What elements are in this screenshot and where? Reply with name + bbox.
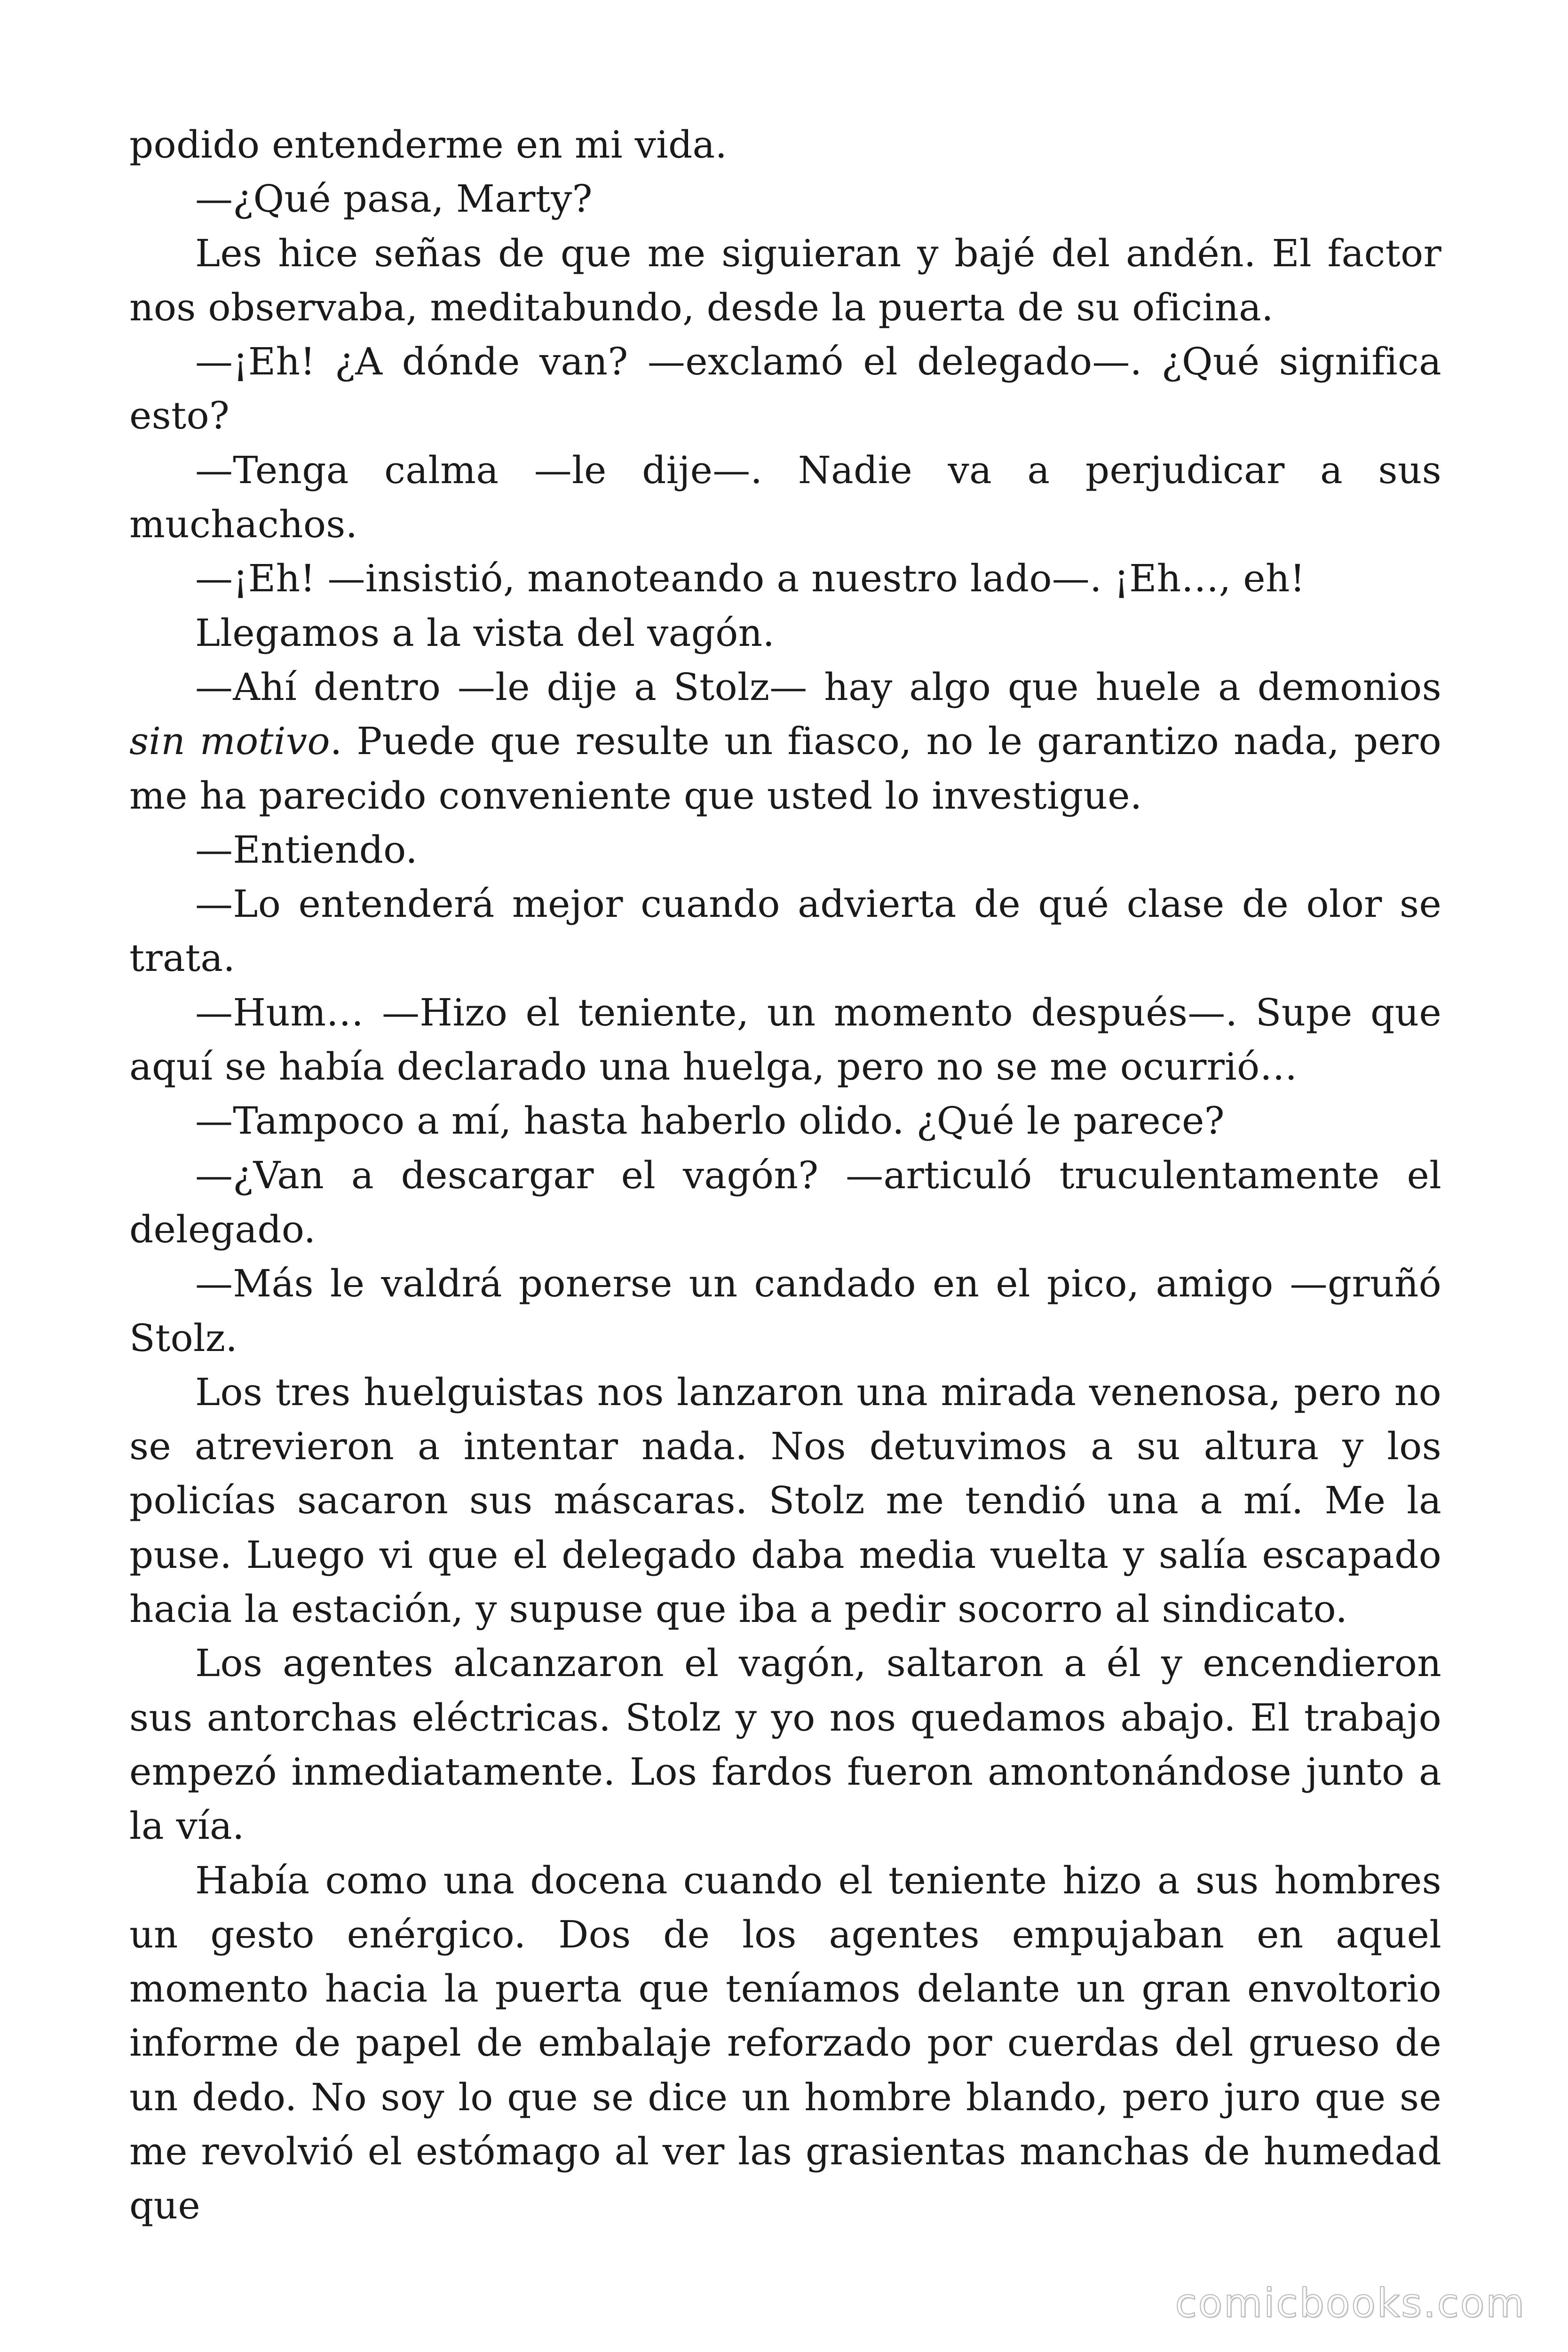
paragraph: Les hice señas de que me siguieran y bajé del andén. El factor nos observaba, meditabundo, desde la puerta de su oficina. xyxy=(129,231,1441,329)
paragraph: —Entiendo. xyxy=(195,827,418,872)
paragraph: podido entenderme en mi vida. xyxy=(129,123,728,167)
paragraph: Llegamos a la vista del vagón. xyxy=(195,611,775,655)
paragraph-continues-next-page: Había como una docena cuando el teniente hizo a sus hombres un gesto enérgico. Dos de los agentes empujaban en aquel momento hacia la puerta que teníamos delante un gran envoltorio informe de papel de embalaje reforzado por cuerdas del grueso de un dedo. No soy lo que se dice un hombre blando, pero juro que se me revolvió el estómago al ver las grasientas manchas de humedad que xyxy=(129,1858,1441,2228)
paragraph: —Más le valdrá ponerse un candado en el pico, amigo —gruñó Stolz. xyxy=(129,1262,1441,1360)
paragraph-text-before-italic: —Ahí dentro —le dije a Stolz— hay algo que huele a demonios xyxy=(195,665,1441,709)
paragraph: —Tampoco a mí, hasta haberlo olido. ¿Qué le parece? xyxy=(195,1099,1225,1143)
paragraph: —¿Qué pasa, Marty? xyxy=(195,177,593,221)
paragraph: —Hum… —Hizo el teniente, un momento después—. Supe que aquí se había declarado una huelga, pero no se me ocurrió… xyxy=(129,990,1441,1089)
italic-emphasis: sin motivo xyxy=(129,719,330,763)
paragraph-with-italic xyxy=(129,660,1441,823)
paragraph: Los tres huelguistas nos lanzaron una mirada venenosa, pero no se atrevieron a intentar nada. Nos detuvimos a su altura y los policías sacaron sus máscaras. Stolz me tendió una a mí. Me la puse. Luego vi que el delegado daba media vuelta y salía escapado hacia la estación, y supuse que iba a pedir socorro al sindicato. xyxy=(129,1370,1441,1631)
paragraph: Los agentes alcanzaron el vagón, saltaron a él y encendieron sus antorchas eléctricas. Stolz y yo nos quedamos abajo. El trabajo empezó inmediatamente. Los fardos fueron amontonándose junto a la vía. xyxy=(129,1641,1441,1848)
paragraph: —¿Van a descargar el vagón? —articuló truculentamente el delegado. xyxy=(129,1153,1441,1251)
book-page-text xyxy=(129,118,1441,2233)
paragraph-text-after-italic: . Puede que resulte un fiasco, no le garantizo nada, pero me ha parecido conveniente que usted lo investigue. xyxy=(129,719,1441,818)
paragraph: —¡Eh! ¿A dónde van? —exclamó el delegado—. ¿Qué significa esto? xyxy=(129,340,1441,438)
paragraph: —Tenga calma —le dije—. Nadie va a perjudicar a sus muchachos. xyxy=(129,448,1441,547)
paragraph: —¡Eh! —insistió, manoteando a nuestro lado—. ¡Eh…, eh! xyxy=(195,556,1306,601)
paragraph: —Lo entenderá mejor cuando advierta de qué clase de olor se trata. xyxy=(129,882,1441,980)
site-watermark: comicbooks.com xyxy=(1175,2280,1526,2326)
